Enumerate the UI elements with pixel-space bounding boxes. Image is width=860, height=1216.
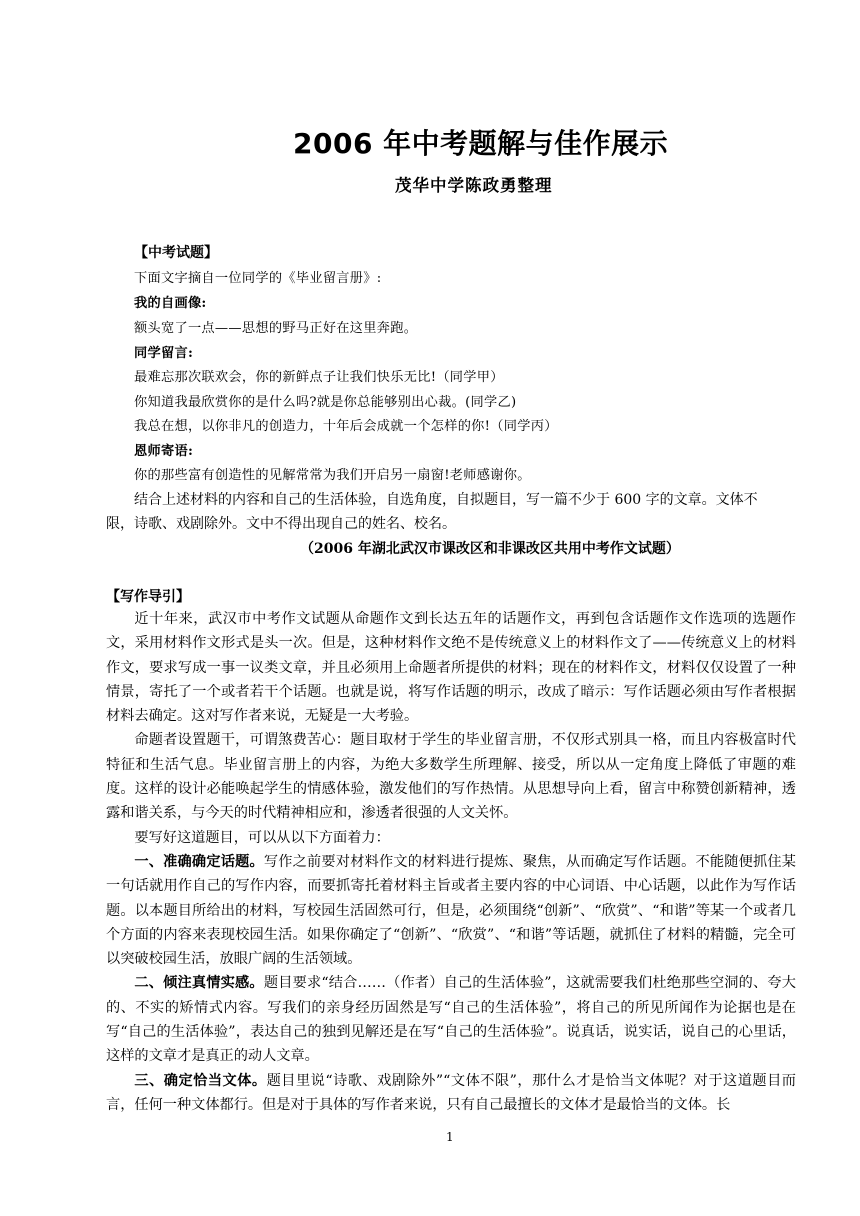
point-2-text: 题目要求“结合……（作者）自己的生活体验”，这就需要我们杜绝那些空洞的、夸大的、不实的矫情式内容。写我们的亲身经历固然是写“自己的生活体验”，将自己的所见所闻作为论据也是在写“自己的生活体验”，表达自己的独到见解还是在写“自己的生活体验”。说真话，说实话，说自己的心里话，这样的文章才是真正的动人文章。 xyxy=(106,975,796,1065)
guide-paragraph-5 xyxy=(106,971,796,1068)
guide-paragraph-6 xyxy=(106,1069,796,1118)
exam-task-line-2: 限，诗歌、戏剧除外。文中不得出现自己的姓名、校名。 xyxy=(106,516,456,532)
classmate-a-message: 最难忘那次联欢会，你的新鲜点子让我们快乐无比!（同学甲） xyxy=(134,370,504,385)
guide-paragraph-2: 命题者设置题干，可谓煞费苦心：题目取材于学生的毕业留言册，不仅形式别具一格，而且内容极富时代特征和生活气息。毕业留言册上的内容，为绝大多数学生所理解、接受，所以从一定角度上降低了审题的难度。这样的设计必能唤起学生的情感体验，激发他们的写作热情。从思想导向上看，留言中称赞创新精神，透露和谐关系，与今天的时代精神相应和，渗透者很强的人文关怀。 xyxy=(106,732,796,822)
classmate-c-message: 我总在想，以你非凡的创造力，十年后会成就一个怎样的你!（同学丙） xyxy=(134,419,558,434)
exam-task-line-1: 结合上述材料的内容和自己的生活体验，自选角度，自拟题目，写一篇不少于 600 字的文章。文体不 xyxy=(134,492,758,508)
guide-paragraph-1: 近十年来，武汉市中考作文试题从命题作文到长达五年的话题作文，再到包含话题作文作选项的选题作文，采用材料作文形式是头一次。但是，这种材料作文绝不是传统意义上的材料作文了——传统意义上的材料作文，要求写成一事一议类文章，并且必须用上命题者所提供的材料；现在的材料作文，材料仅仅设置了一种情景，寄托了一个或者若干个话题。也就是说，将写作话题的明示，改成了暗示：写作话题必须由写作者根据材料去确定。这对写作者来说，无疑是一大考验。 xyxy=(106,611,796,725)
teacher-message: 你的那些富有创造性的见解常常为我们开启另一扇窗!老师感谢你。 xyxy=(134,468,531,483)
guide-heading: 【写作导引】 xyxy=(106,589,190,605)
exam-source: （2006 年湖北武汉市课改区和非课改区共用中考作文试题） xyxy=(300,541,680,557)
point-1-lead: 一、准确确定话题。 xyxy=(134,853,264,870)
point-3-text: 题目里说“诗歌、戏剧除外”“文体不限”，那什么才是恰当文体呢？对于这道题目而言，任何一种文体都行。但是对于具体的写作者来说，只有自己最擅长的文体才是最恰当的文体。长 xyxy=(106,1072,796,1113)
point-2-lead: 二、倾注真情实感。 xyxy=(134,975,264,992)
self-portrait-label: 我的自画像: xyxy=(134,296,207,311)
guide-paragraph-3: 要写好这道题目，可以从以下方面着力： xyxy=(134,829,390,846)
point-1-text: 写作之前要对材料作文的材料进行提炼、聚焦，从而确定写作话题。不能随便抓住某一句话就用作自己的写作内容，而要抓寄托着材料主旨或者主要内容的中心词语、中心话题，以此作为写作话题。以本题目所给出的材料，写校园生活固然可行，但是，必须围绕“创新”、“欣赏”、“和谐”等某一个或者几个方面的内容来表现校园生活。如果你确定了“创新”、“欣赏”、“和谐”等话题，就抓住了材料的精髓，完全可以突破校园生活，放眼广阔的生活领域。 xyxy=(106,853,796,968)
document-subtitle: 茂华中学陈政勇整理 xyxy=(395,176,553,195)
guide-paragraph-4 xyxy=(106,850,796,971)
page-number: 1 xyxy=(446,1130,454,1144)
classmates-label: 同学留言: xyxy=(134,346,194,361)
exam-intro: 下面文字摘自一位同学的《毕业留言册》: xyxy=(134,271,382,286)
classmate-b-message: 你知道我最欣赏你的是什么吗?就是你总能够别出心裁。(同学乙) xyxy=(134,395,517,410)
point-3-lead: 三、确定恰当文体。 xyxy=(134,1072,267,1089)
guide-body xyxy=(106,607,796,1117)
teacher-label: 恩师寄语: xyxy=(134,444,194,459)
document-title: 2006 年中考题解与佳作展示 xyxy=(293,127,669,160)
self-portrait-text: 额头宽了一点——思想的野马正好在这里奔跑。 xyxy=(134,321,418,336)
exam-heading: 【中考试题】 xyxy=(134,245,218,261)
